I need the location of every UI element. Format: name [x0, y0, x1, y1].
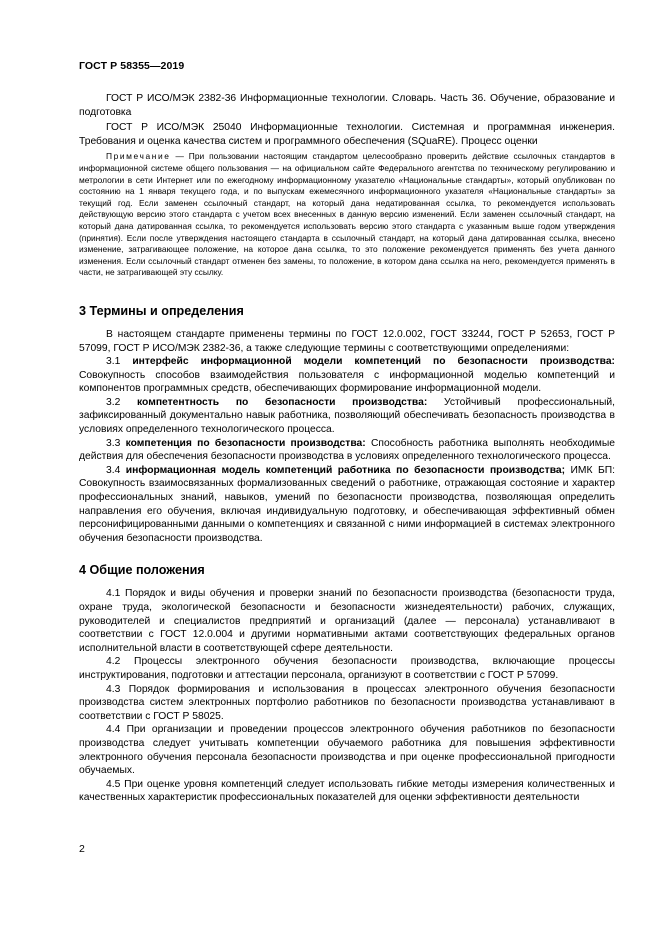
body-paragraph: 4.3 Порядок формирования и использования в процессах электронного обучения безопасности производства систем электронных портфолио работников по безопасности производства устанавливают в соответствии с ГОСТ Р 58025.	[79, 683, 615, 722]
section-title: 4 Общие положения	[79, 563, 205, 578]
term-text: ИМК БП: Совокупность взаимосвязанных формализованных сведений о работнике, отражающая состояние и характер профессиональных знаний, навыков, умений по безопасности производства, позволяющая определить направления его обучения, включая индивидуальную подготовку, и обеспечивающая эффективный обмен персонифицированными данными о компетенциях и связанной с ними информацией в системах электронного обучения безопасности производства.	[79, 464, 615, 544]
reference-item: ГОСТ Р ИСО/МЭК 2382-36 Информационные технологии. Словарь. Часть 36. Обучение, образование и подготовка	[79, 93, 615, 118]
term-number: 3.1	[106, 356, 133, 368]
reference-item: ГОСТ Р ИСО/МЭК 25040 Информационные технологии. Системная и программная инженерия. Требования и оценка качества систем и программного обеспечения (SQuaRE). Процесс оценки	[79, 122, 615, 147]
term-name: информационная модель компетенций работника по безопасности производства;	[125, 464, 566, 476]
term-number: 3.3	[106, 437, 126, 449]
term-text: Совокупность способов взаимодействия пользователя с информационной моделью компетенций и компонентов программных средств, обеспечивающих формирование информационной модели.	[79, 369, 615, 395]
body-paragraph: 4.1 Порядок и виды обучения и проверки знаний по безопасности производства (безопасности труда, охране труда, экологической безопасности и безопасности жизнедеятельности) рабочих, служащих, руководителей и специалистов предприятий и организаций (далее — персонала) устанавливают в соответствии с ГОСТ 12.0.004 и другими нормативными актами соответствующих федеральных органов исполнительной власти в соответствующей сфере деятельности.	[79, 588, 615, 654]
term-text: Способность работника выполнять необходимые действия для обеспечения безопасности производства в условиях определенного технологического процесса.	[79, 437, 615, 463]
note-paragraph	[79, 151, 615, 279]
note-text: — При пользовании настоящим стандартом целесообразно проверить действие ссылочных стандартов в информационной системе общего пользования — на официальном сайте Федерального агентства по техническому регулированию и метрологии в сети Интернет или по ежегодному информационному указателю «Национальные стандарты», который опубликован по состоянию на 1 января текущего года, и по выпускам ежемесячного информационного указателя «Национальные стандарты» за текущий год. Если заменен ссылочный стандарт, на который дана недатированная ссылка, то рекомендуется использовать действующую версию этого стандарта с учетом всех внесенных в данную версию изменений. Если заменен ссылочный стандарт, на который дана датированная ссылка, то рекомендуется использовать версию этого стандарта с указанным выше годом утверждения (принятия). Если после утверждения настоящего стандарта в ссылочный стандарт, на который дана датированная ссылка, внесено изменение, затрагивающее положение, на которое дана ссылка, то это положение рекомендуется применять без учета данного изменения. Если ссылочный стандарт отменен без замены, то положение, в котором дана ссылка на него, рекомендуется применять в части, не затрагивающей эту ссылку.	[79, 151, 615, 278]
section-intro: В настоящем стандарте применены термины по ГОСТ 12.0.002, ГОСТ 33244, ГОСТ Р 52653, ГОСТ Р 57099, ГОСТ Р ИСО/МЭК 2382-36, а также следующие термины с соответствующими определениями:	[79, 328, 615, 354]
term-name: компетенция по безопасности производства:	[125, 437, 366, 449]
term-definition	[79, 464, 615, 546]
term-definition	[79, 437, 615, 464]
term-definition	[79, 396, 615, 437]
page-number: 2	[79, 843, 85, 855]
term-number: 3.2	[106, 396, 138, 408]
term-name: компетентность по безопасности производства:	[137, 396, 428, 408]
page-content	[79, 92, 615, 805]
term-definition	[79, 355, 615, 396]
document-header: ГОСТ Р 58355—2019	[79, 60, 185, 72]
section-title: 3 Термины и определения	[79, 303, 244, 318]
term-number: 3.4	[106, 464, 126, 476]
term-name: интерфейс информационной модели компетенций по безопасности производства:	[132, 356, 615, 368]
body-paragraph: 4.2 Процессы электронного обучения безопасности производства, включающие процессы инструктирования, подготовки и аттестации персонала, организуют в соответствии с ГОСТ Р 57099.	[79, 656, 615, 681]
term-text: Устойчивый профессиональный, зафиксированный документально навык работника, позволяющий обеспечивать безопасность производства в условиях определенного технологического процесса.	[79, 396, 615, 436]
note-label: Примечание	[106, 151, 171, 162]
body-paragraph: 4.5 При оценке уровня компетенций следует использовать гибкие методы измерения количественных и качественных характеристик профессиональных показателей для оценки эффективности деятельности	[79, 778, 615, 804]
body-paragraph: 4.4 При организации и проведении процессов электронного обучения работников по безопасности производства следует учитывать компетенции обучаемого работника для повышения эффективности электронного обучения персонала безопасности производства и при оценке профессиональной пригодности обучаемых.	[79, 724, 615, 777]
